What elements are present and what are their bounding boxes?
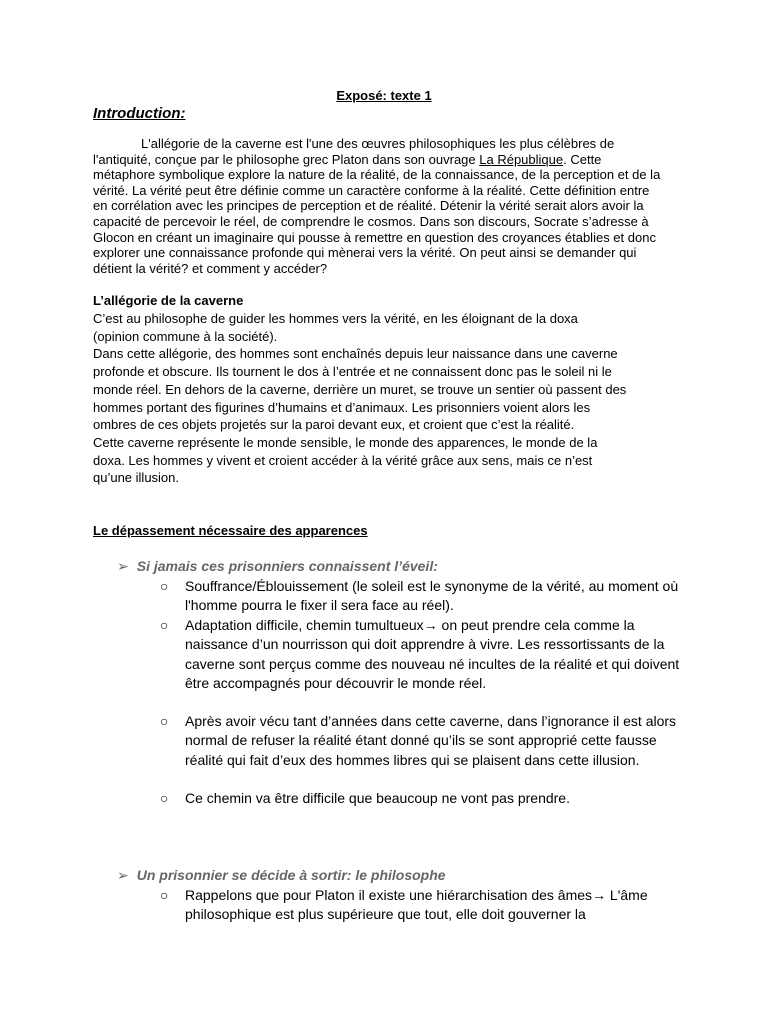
section1-bullet xyxy=(117,557,438,576)
section1-label: Si jamais ces prisonniers connaissent l’éveil: xyxy=(136,558,438,574)
circle-bullet-icon: ○ xyxy=(160,713,169,729)
section2-bullet xyxy=(117,866,446,885)
allegorie-line: profonde et obscure. Ils tournent le dos à l’entrée et ne connaissent donc pas le soleil ni le xyxy=(93,364,612,380)
allegorie-body xyxy=(93,310,683,487)
allegorie-line: (opinion commune à la société). xyxy=(93,328,278,344)
document-title: Exposé: texte 1 xyxy=(336,88,432,103)
circle-bullet-icon: ○ xyxy=(160,617,169,633)
introduction-paragraph xyxy=(93,136,666,276)
list-item: ○ Souffrance/Éblouissement (le soleil est le synonyme de la vérité, au moment où l'homme pourra le fixer il sera face au réel). xyxy=(160,578,679,614)
allegorie-line: monde réel. En dehors de la caverne, derrière un muret, se trouve un sentier où passent des xyxy=(93,381,627,397)
list-item: ○ Après avoir vécu tant d’années dans cette caverne, dans l’ignorance il est alors normal de refuser la réalité étant donné qu’ils se sont approprié cette fausse réalité qui fait d’eux des hommes libres qui se plaisent dans cette illusion. xyxy=(160,713,677,768)
circle-bullet-icon: ○ xyxy=(160,578,169,594)
la-republique-link: La République xyxy=(479,151,564,167)
arrow-bullet-icon: ➢ xyxy=(117,867,129,883)
arrow-bullet-icon: ➢ xyxy=(117,558,129,574)
circle-bullet-icon: ○ xyxy=(160,790,169,806)
allegorie-heading: L’allégorie de la caverne xyxy=(93,293,244,308)
intro-text-end: . Cette métaphore symbolique explore la nature de la réalité, de la connaissance, de la perception et de la vérité. La vérité peut être définie comme un caractère conforme à la réalité. Cette définition entre en corrélation avec les principes de perception et de réalité. Détenir la vérité serait alors avoir la capacité de percevoir le réel, de comprendre le cosmos. Dans son discours, Socrate s’adresse à Glocon en créant un imaginaire qui pousse à remettre en question des croyances établies et donc explorer une connaissance profonde qui mènerai vers la vérité. On peut ainsi se demander qui détient la vérité? et comment y accéder? xyxy=(93,151,661,276)
allegorie-line: doxa. Les hommes y vivent et croient accéder à la vérité grâce aux sens, mais ce n’est xyxy=(93,452,593,468)
list-item: ○ Ce chemin va être difficile que beaucoup ne vont pas prendre. xyxy=(160,789,680,808)
allegorie-line: hommes portant des figurines d’humains et d’animaux. Les prisonniers voient alors les xyxy=(93,399,591,415)
allegorie-line: ombres de ces objets projetés sur la paroi devant eux, et croient que c’est la réalité. xyxy=(93,417,575,433)
introduction-heading: Introduction: xyxy=(93,105,186,122)
allegorie-line: Dans cette allégorie, des hommes sont enchaînés depuis leur naissance dans une caverne xyxy=(93,346,618,362)
list-item: ○ Rappelons que pour Platon il existe une hiérarchisation des âmes→ L'âme philosophique est plus supérieure que tout, elle doit gouverner la xyxy=(160,887,648,923)
allegorie-line: C’est au philosophe de guider les hommes vers la vérité, en les éloignant de la doxa xyxy=(93,311,578,326)
section2-label: Un prisonnier se décide à sortir: le philosophe xyxy=(136,867,446,883)
intro-text-start: L'allégorie de la caverne est l'une des œuvres philosophiques les plus célèbres de l'antiquité, conçue par le philosophe grec Platon dans son ouvrage xyxy=(93,136,615,167)
allegorie-line: qu’une illusion. xyxy=(93,470,180,486)
depassement-heading: Le dépassement nécessaire des apparences xyxy=(93,523,368,538)
list-item: ○ Adaptation difficile, chemin tumultueux→ on peut prendre cela comme la naissance d’un nourrisson qui doit apprendre à vivre. Les ressortissants de la caverne sont perçus comme des nouveau né incultes de la réalité et qui doivent être accompagnés pour découvrir le monde réel. xyxy=(160,617,680,691)
circle-bullet-icon: ○ xyxy=(160,887,169,903)
allegorie-line: Cette caverne représente le monde sensible, le monde des apparences, le monde de la xyxy=(93,434,598,450)
